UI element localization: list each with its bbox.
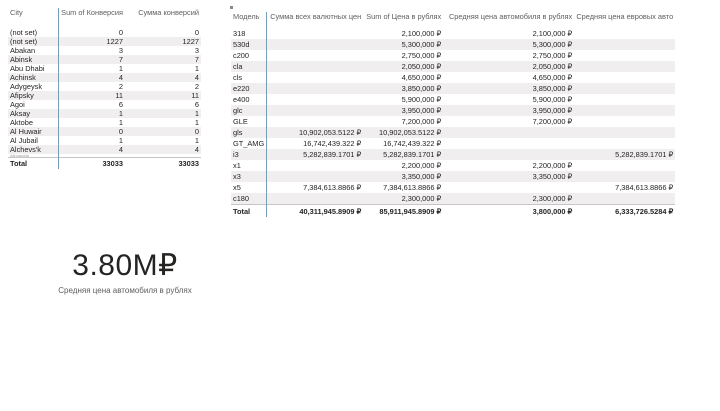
city-table-cell: Aktobe — [8, 118, 59, 127]
city-table-row[interactable] — [8, 127, 201, 136]
model-table-cell — [443, 182, 574, 193]
model-column-header[interactable]: Модель — [231, 12, 267, 28]
model-table-cell: 3,350,000 ₽ — [363, 171, 443, 182]
model-table-cell: e400 — [231, 94, 267, 105]
city-table-row[interactable] — [8, 118, 201, 127]
model-table-cell — [574, 193, 675, 205]
city-table-row[interactable] — [8, 73, 201, 82]
model-table-cell: glc — [231, 105, 267, 116]
city-table-cell: 4 — [59, 73, 126, 82]
model-table-cell: 7,384,613.8866 ₽ — [267, 182, 364, 193]
model-table-cell: c180 — [231, 193, 267, 205]
city-column-header[interactable]: City — [8, 8, 59, 28]
model-total-cell: 40,311,945.8909 ₽ — [267, 205, 364, 218]
model-table-cell: x3 — [231, 171, 267, 182]
kpi-label: Средняя цена автомобиля в рублях — [58, 286, 192, 295]
model-table-cell: x1 — [231, 160, 267, 171]
model-total-cell: 6,333,726.5284 ₽ — [574, 205, 675, 218]
model-table-row[interactable] — [231, 182, 675, 193]
model-table-cell: 4,650,000 ₽ — [443, 72, 574, 83]
model-table-row[interactable] — [231, 39, 675, 50]
model-table-cell — [574, 28, 675, 39]
city-table-cell: 4 — [59, 145, 126, 154]
city-table-cell: Abakan — [8, 46, 59, 55]
model-table-cell: cla — [231, 61, 267, 72]
city-table-cell: Aksay — [8, 109, 59, 118]
model-table-row[interactable] — [231, 105, 675, 116]
city-table-cell: 1 — [59, 109, 126, 118]
model-prices-table[interactable] — [231, 12, 675, 217]
model-table-cell: 3,850,000 ₽ — [443, 83, 574, 94]
model-table-row[interactable] — [231, 127, 675, 138]
city-table-row[interactable] — [8, 55, 201, 64]
model-table-cell: 2,200,000 ₽ — [363, 160, 443, 171]
city-table-cell: 0 — [125, 28, 201, 37]
model-table-cell: 2,200,000 ₽ — [443, 160, 574, 171]
model-table-cell: 7,200,000 ₽ — [363, 116, 443, 127]
model-table-row[interactable] — [231, 149, 675, 160]
model-table-cell — [574, 127, 675, 138]
city-table-cell: 11 — [59, 91, 126, 100]
model-table-row[interactable] — [231, 193, 675, 205]
model-table-cell: 5,282,839.1701 ₽ — [574, 149, 675, 160]
model-table-cell: x5 — [231, 182, 267, 193]
model-table-row[interactable] — [231, 116, 675, 127]
model-table-cell — [267, 28, 364, 39]
city-table-cell: 4 — [125, 145, 201, 154]
model-table-cell — [574, 83, 675, 94]
model-table-cell — [267, 83, 364, 94]
city-table-cell: 1 — [125, 118, 201, 127]
model-total-cell: Total — [231, 205, 267, 218]
city-column-header[interactable]: Sum of Конверсия — [61, 8, 123, 17]
city-table-cell: 7 — [125, 55, 201, 64]
city-table-cell: Achinsk — [8, 73, 59, 82]
city-table-cell: 1 — [125, 109, 201, 118]
model-table-cell — [574, 50, 675, 61]
model-table-cell: gls — [231, 127, 267, 138]
city-column-header[interactable]: Сумма конверсий — [138, 8, 199, 17]
city-table-cell: 0 — [59, 28, 126, 37]
city-table-cell: Alchevs'k — [8, 145, 59, 154]
model-table-cell — [443, 138, 574, 149]
model-table-cell — [574, 105, 675, 116]
model-table-row[interactable] — [231, 72, 675, 83]
city-table-cell: Alexandria — [8, 154, 59, 158]
model-table-cell: 5,300,000 ₽ — [363, 39, 443, 50]
city-table-cell: Afipsky — [8, 91, 59, 100]
model-table-cell: 2,100,000 ₽ — [363, 28, 443, 39]
model-table-cell: i3 — [231, 149, 267, 160]
city-table-cell: Abu Dhabi — [8, 64, 59, 73]
model-table-cell — [267, 94, 364, 105]
city-table-total-row — [8, 158, 201, 170]
city-table-row[interactable] — [8, 82, 201, 91]
model-table-row[interactable] — [231, 83, 675, 94]
model-table-cell — [267, 193, 364, 205]
city-table-row[interactable] — [8, 109, 201, 118]
city-table-cell: (not set) — [8, 37, 59, 46]
model-table-row[interactable] — [231, 138, 675, 149]
city-table-cell: 3 — [125, 46, 201, 55]
city-table-body — [8, 28, 201, 158]
model-column-header[interactable]: Сумма всех валютных цен — [270, 12, 362, 21]
city-table-cell: 1 — [125, 136, 201, 145]
model-table-row[interactable] — [231, 61, 675, 72]
city-table-row[interactable] — [8, 91, 201, 100]
model-table-cell: 16,742,439.322 ₽ — [363, 138, 443, 149]
model-table-cell: GLE — [231, 116, 267, 127]
model-table-cell — [574, 61, 675, 72]
model-table-cell — [267, 39, 364, 50]
city-table-cell: 1 — [59, 64, 126, 73]
model-table-row[interactable] — [231, 94, 675, 105]
model-table-cell: 2,750,000 ₽ — [443, 50, 574, 61]
city-table-cell: 11 — [125, 91, 201, 100]
city-table-cell: 2 — [59, 82, 126, 91]
model-table-row[interactable] — [231, 160, 675, 171]
model-table-cell: 2,100,000 ₽ — [443, 28, 574, 39]
city-table-cell: 6 — [59, 100, 126, 109]
city-table-cell: 3 — [59, 46, 126, 55]
city-conversions-table[interactable] — [8, 8, 201, 169]
model-table-cell: 3,850,000 ₽ — [363, 83, 443, 94]
kpi-card[interactable] — [40, 248, 210, 295]
city-table-cell: 1227 — [59, 37, 126, 46]
model-table-cell: 2,300,000 ₽ — [363, 193, 443, 205]
model-table-cell — [443, 149, 574, 160]
model-table-cell: GT_AMG — [231, 138, 267, 149]
model-table-cell: 318 — [231, 28, 267, 39]
city-table-header-row — [8, 8, 201, 28]
model-table-cell — [267, 105, 364, 116]
model-column-header[interactable]: Sum of Цена в рублях — [366, 12, 442, 21]
city-table-cell: Agoi — [8, 100, 59, 109]
model-table-cell — [267, 72, 364, 83]
city-table-row[interactable] — [8, 145, 201, 154]
model-table-cell: 2,750,000 ₽ — [363, 50, 443, 61]
model-table-cell: 3,950,000 ₽ — [443, 105, 574, 116]
model-table-cell — [267, 160, 364, 171]
model-table-cell: 5,282,839.1701 ₽ — [363, 149, 443, 160]
model-table-cell — [574, 72, 675, 83]
city-table-cell: Al Jubail — [8, 136, 59, 145]
city-table-cell: 6 — [125, 100, 201, 109]
model-table-cell — [267, 61, 364, 72]
model-table-cell: 2,050,000 ₽ — [363, 61, 443, 72]
model-table-cell: 7,384,613.8866 ₽ — [363, 182, 443, 193]
city-total-cell: 33033 — [59, 158, 126, 170]
model-table-cell: 16,742,439.322 ₽ — [267, 138, 364, 149]
model-table-cell — [267, 116, 364, 127]
city-table-cell: 2 — [125, 82, 201, 91]
model-table-cell — [574, 160, 675, 171]
visual-drag-handle[interactable] — [230, 6, 233, 9]
city-total-cell: 33033 — [125, 158, 201, 170]
model-table-row[interactable] — [231, 28, 675, 39]
city-table-row[interactable] — [8, 136, 201, 145]
model-table-row[interactable] — [231, 171, 675, 182]
model-table-cell — [267, 171, 364, 182]
model-total-cell: 85,911,945.8909 ₽ — [363, 205, 443, 218]
model-table-cell — [443, 127, 574, 138]
model-table-cell: 5,900,000 ₽ — [443, 94, 574, 105]
model-table-cell: 7,200,000 ₽ — [443, 116, 574, 127]
city-table-cell: (not set) — [8, 28, 59, 37]
model-table-cell: 2,300,000 ₽ — [443, 193, 574, 205]
model-table-cell: 530d — [231, 39, 267, 50]
city-table-cell: 4 — [125, 73, 201, 82]
model-table-cell: c200 — [231, 50, 267, 61]
model-table-cell — [574, 94, 675, 105]
model-table-cell: 5,282,839.1701 ₽ — [267, 149, 364, 160]
model-table-cell: 2,050,000 ₽ — [443, 61, 574, 72]
city-table-cell: 1227 — [125, 37, 201, 46]
model-table-cell: 5,900,000 ₽ — [363, 94, 443, 105]
model-table-cell: 10,902,053.5122 ₽ — [267, 127, 364, 138]
model-table-cell — [574, 138, 675, 149]
city-table-cell: Abinsk — [8, 55, 59, 64]
model-table-cell: 3,350,000 ₽ — [443, 171, 574, 182]
model-table-cell — [574, 39, 675, 50]
model-column-header[interactable]: Средняя цена автомобиля в рублях — [448, 12, 573, 21]
city-table-cell: 0 — [59, 127, 126, 136]
model-table-header-row — [231, 12, 675, 28]
model-table-cell — [267, 50, 364, 61]
city-table-row[interactable] — [8, 28, 201, 37]
city-table-cell: 7 — [59, 55, 126, 64]
model-table-cell: 10,902,053.5122 ₽ — [363, 127, 443, 138]
city-table-cell: 1 — [125, 64, 201, 73]
model-table-cell: cls — [231, 72, 267, 83]
city-table-row[interactable] — [8, 46, 201, 55]
model-table-cell: e220 — [231, 83, 267, 94]
city-table-row[interactable] — [8, 37, 201, 46]
city-table-cell: 1 — [59, 136, 126, 145]
city-table-cell: Adygeysk — [8, 82, 59, 91]
model-column-header[interactable]: Средняя цена евровых авто — [576, 12, 674, 21]
city-table-row[interactable] — [8, 100, 201, 109]
model-table-row[interactable] — [231, 50, 675, 61]
city-table-cell: Al Huwair — [8, 127, 59, 136]
model-table-body — [231, 28, 675, 205]
city-table-row[interactable] — [8, 64, 201, 73]
city-table-cell: 1 — [59, 118, 126, 127]
model-total-cell: 3,800,000 ₽ — [443, 205, 574, 218]
model-table-cell — [574, 116, 675, 127]
city-table-cell: 0 — [125, 127, 201, 136]
model-table-total-row — [231, 205, 675, 218]
kpi-value: 3.80M₽ — [72, 249, 178, 282]
model-table-cell — [574, 171, 675, 182]
city-total-cell: Total — [8, 158, 59, 170]
model-table-cell: 5,300,000 ₽ — [443, 39, 574, 50]
model-table-cell: 3,950,000 ₽ — [363, 105, 443, 116]
model-table-cell: 4,650,000 ₽ — [363, 72, 443, 83]
model-table-cell: 7,384,613.8866 ₽ — [574, 182, 675, 193]
